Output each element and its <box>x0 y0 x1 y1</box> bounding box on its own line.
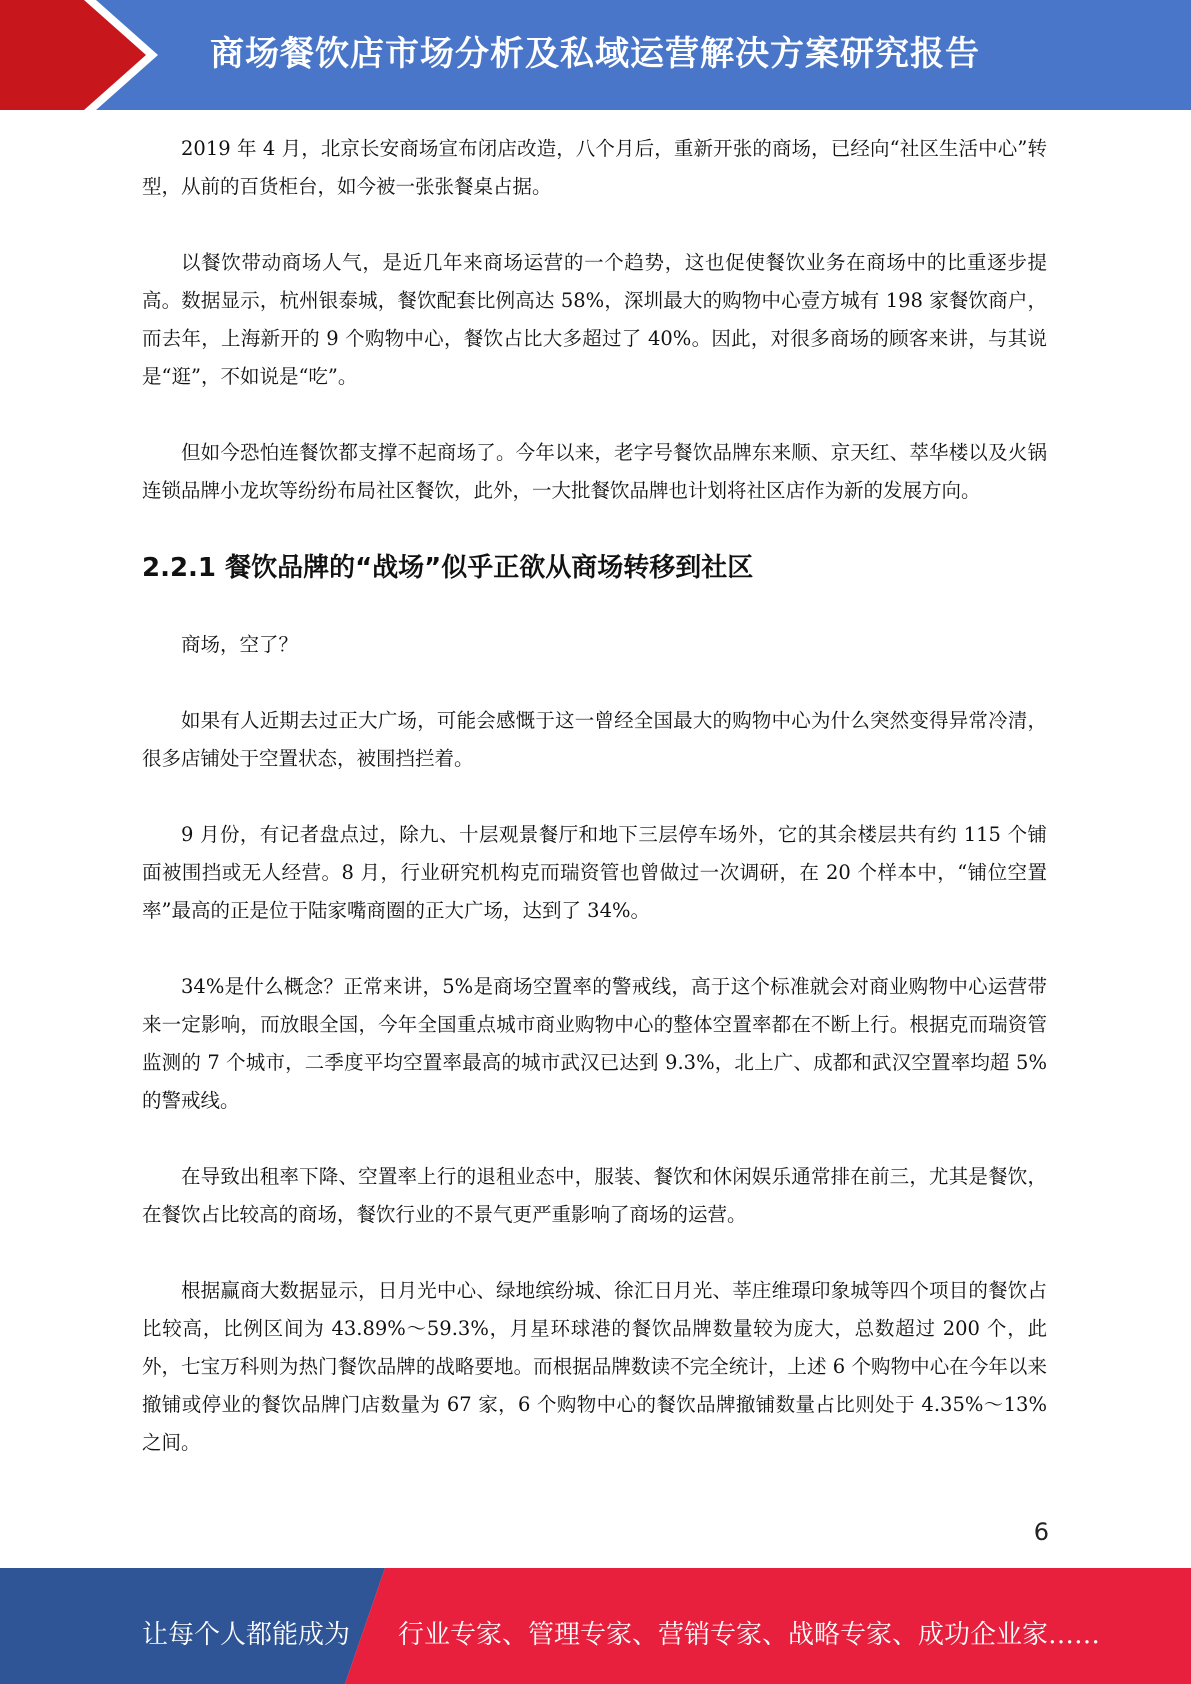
page-footer <box>0 1568 1191 1684</box>
paragraph: 但如今恐怕连餐饮都支撑不起商场了。今年以来，老字号餐饮品牌东来顺、京天红、萃华楼以及火锅连锁品牌小龙坎等纷纷布局社区餐饮，此外，一大批餐饮品牌也计划将社区店作为新的发展方向。 <box>142 441 1047 502</box>
paragraph: 以餐饮带动商场人气，是近几年来商场运营的一个趋势，这也促使餐饮业务在商场中的比重逐步提高。数据显示，杭州银泰城，餐饮配套比例高达 58%，深圳最大的购物中心壹方城有 198 家餐饮商户，而去年，上海新开的 9 个购物中心，餐饮占比大多超过了 40%。因此，对很多商场的顾客来讲，与其说是“逛”，不如说是“吃”。 <box>142 251 1047 388</box>
document-body <box>142 130 1047 1500</box>
page-header <box>0 0 1191 110</box>
footer-slogan-left: 让每个人都能成为 <box>142 1620 351 1650</box>
header-chevron-decoration <box>0 0 170 110</box>
section-heading: 2.2.1 餐饮品牌的“战场”似乎正欲从商场转移到社区 <box>142 553 754 583</box>
red-chevron-shape <box>0 0 150 110</box>
paragraph: 9 月份，有记者盘点过，除九、十层观景餐厅和地下三层停车场外，它的其余楼层共有约 115 个铺面被围挡或无人经营。8 月，行业研究机构克而瑞资管也曾做过一次调研，在 20 个样本中，“铺位空置率”最高的正是位于陆家嘴商圈的正大广场，达到了 34%。 <box>142 823 1047 922</box>
paragraph: 如果有人近期去过正大广场，可能会感慨于这一曾经全国最大的购物中心为什么突然变得异常冷清，很多店铺处于空置状态，被围挡拦着。 <box>142 709 1047 770</box>
paragraph: 2019 年 4 月，北京长安商场宣布闭店改造，八个月后，重新开张的商场，已经向“社区生活中心”转型，从前的百货柜台，如今被一张张餐桌占据。 <box>142 137 1047 198</box>
page-number: 6 <box>1033 1518 1049 1546</box>
paragraph: 在导致出租率下降、空置率上行的退租业态中，服装、餐饮和休闲娱乐通常排在前三，尤其是餐饮，在餐饮占比较高的商场，餐饮行业的不景气更严重影响了商场的运营。 <box>142 1165 1047 1226</box>
paragraph: 34%是什么概念？正常来讲，5%是商场空置率的警戒线，高于这个标准就会对商业购物中心运营带来一定影响，而放眼全国，今年全国重点城市商业购物中心的整体空置率都在不断上行。根据克而瑞资管监测的 7 个城市，二季度平均空置率最高的城市武汉已达到 9.3%，北上广、成都和武汉空置率均超 5%的警戒线。 <box>142 975 1047 1112</box>
paragraph: 商场，空了？ <box>181 633 299 656</box>
report-title: 商场餐饮店市场分析及私域运营解决方案研究报告 <box>210 34 980 74</box>
footer-slogan-right: 行业专家、管理专家、营销专家、战略专家、成功企业家…… <box>398 1620 1101 1650</box>
paragraph: 根据赢商大数据显示，日月光中心、绿地缤纷城、徐汇日月光、莘庄维璟印象城等四个项目的餐饮占比较高，比例区间为 43.89%～59.3%，月星环球港的餐饮品牌数量较为庞大，总数超过 200 个，此外，七宝万科则为热门餐饮品牌的战略要地。而根据品牌数读不完全统计，上述 6 个购物中心在今年以来撤铺或停业的餐饮品牌门店数量为 67 家，6 个购物中心的餐饮品牌撤铺数量占比则处于 4.35%～13%之间。 <box>142 1279 1047 1454</box>
